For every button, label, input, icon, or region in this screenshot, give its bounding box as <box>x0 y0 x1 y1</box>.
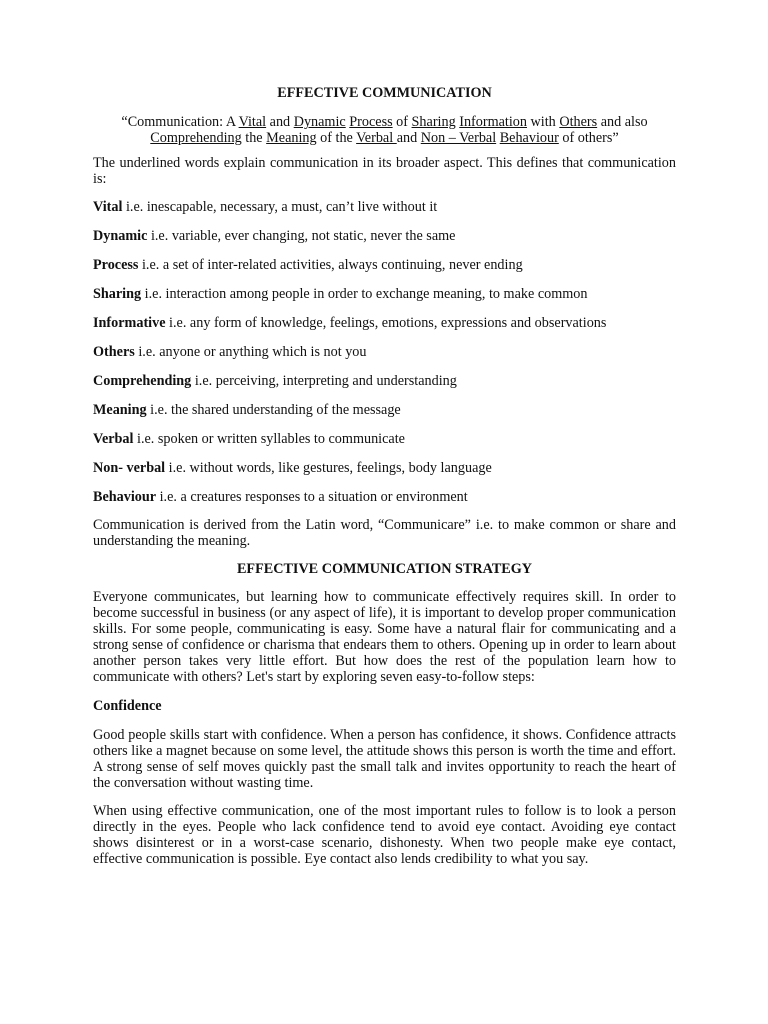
definition-text: i.e. anyone or anything which is not you <box>134 344 367 360</box>
quote-word-information: Information <box>459 114 527 130</box>
quote-word-verbal: Verbal <box>356 130 397 146</box>
quote-text: and <box>396 130 421 146</box>
definition-item <box>93 344 676 360</box>
definition-text: i.e. any form of knowledge, feelings, emotions, expressions and observations <box>165 315 607 331</box>
quote-text: of <box>392 114 412 130</box>
quote-text: “Communication: A <box>121 114 239 130</box>
definition-item <box>93 228 676 244</box>
definition-text: i.e. variable, ever changing, not static, never the same <box>147 228 456 244</box>
quote-word-meaning: Meaning <box>266 130 317 146</box>
definition-item <box>93 199 676 215</box>
quote-text: with <box>527 114 560 130</box>
definition-text: i.e. a set of inter-related activities, always continuing, never ending <box>138 257 523 273</box>
strategy-heading: EFFECTIVE COMMUNICATION STRATEGY <box>236 561 533 577</box>
quote-word-comprehending: Comprehending <box>150 130 242 146</box>
document-title: EFFECTIVE COMMUNICATION <box>277 85 492 101</box>
definition-term: Others <box>93 344 135 360</box>
definition-text: i.e. without words, like gestures, feelings, body language <box>165 460 492 476</box>
quote-text: and <box>266 114 294 130</box>
latin-origin-paragraph: Communication is derived from the Latin word, “Communicare” i.e. to make common or share and understanding the meaning. <box>93 517 676 549</box>
quote-text: of the <box>316 130 357 146</box>
confidence-paragraph-2: When using effective communication, one of the most important rules to follow is to look a person directly in the eyes. People who lack confidence tend to avoid eye contact. Avoiding eye contact shows disinterest or in a worst-case scenario, dishonesty. When two people make eye contact, effective communication is possible. Eye contact also lends credibility to what you say. <box>93 803 676 867</box>
definition-term: Dynamic <box>93 228 148 244</box>
definition-item <box>93 286 676 302</box>
definition-text: i.e. the shared understanding of the message <box>146 402 401 418</box>
quote-text: and also <box>597 114 648 130</box>
quote-word-dynamic: Dynamic <box>293 114 346 130</box>
quote-text: of others” <box>558 130 619 146</box>
quote-text: the <box>241 130 267 146</box>
definition-term: Comprehending <box>93 373 192 389</box>
quote-word-process: Process <box>349 114 393 130</box>
definition-term: Meaning <box>93 402 147 418</box>
quote-word-vital: Vital <box>238 114 267 130</box>
definition-item <box>93 460 676 476</box>
definition-text: i.e. perceiving, interpreting and understanding <box>191 373 457 389</box>
quote-word-behaviour: Behaviour <box>499 130 559 146</box>
definition-item <box>93 402 676 418</box>
definition-term: Informative <box>93 315 166 331</box>
definition-term: Sharing <box>93 286 142 302</box>
definition-term: Verbal <box>93 431 134 447</box>
confidence-paragraph-1: Good people skills start with confidence. When a person has confidence, it shows. Confidence attracts others like a magnet because on some level, the attitude shows this person is worth the time and effort. A strong sense of self moves quickly past the small talk and invites opportunity to reach the heart of the conversation without wasting time. <box>93 727 676 791</box>
definition-item <box>93 315 676 331</box>
strategy-paragraph: Everyone communicates, but learning how to communicate effectively requires skill. In order to become successful in business (or any aspect of life), it is important to develop proper communication skills. For some people, communicating is easy. Some have a natural flair for communicating and a strong sense of confidence or charisma that endears them to others. Opening up in order to learn about another person takes very little effort. But how does the rest of the population learn how to communicate with others? Let's start by exploring seven easy-to-follow steps: <box>93 589 676 685</box>
definition-term: Behaviour <box>93 489 157 505</box>
definition-text: i.e. interaction among people in order to exchange meaning, to make common <box>141 286 588 302</box>
definition-term: Vital <box>93 199 123 215</box>
definition-quote <box>93 114 676 146</box>
definition-text: i.e. spoken or written syllables to communicate <box>133 431 405 447</box>
confidence-heading: Confidence <box>93 698 162 714</box>
document-page <box>93 85 676 867</box>
definition-text: i.e. a creatures responses to a situation or environment <box>156 489 468 505</box>
quote-word-sharing: Sharing <box>411 114 456 130</box>
quote-word-nonverbal: Non – Verbal <box>420 130 497 146</box>
quote-word-others: Others <box>559 114 598 130</box>
definition-item <box>93 489 676 505</box>
definition-item <box>93 431 676 447</box>
definition-term: Process <box>93 257 139 273</box>
definition-term: Non- verbal <box>93 460 166 476</box>
intro-paragraph: The underlined words explain communication in its broader aspect. This defines that communication is: <box>93 155 676 187</box>
definition-item <box>93 373 676 389</box>
definition-text: i.e. inescapable, necessary, a must, can’t live without it <box>122 199 438 215</box>
definition-item <box>93 257 676 273</box>
